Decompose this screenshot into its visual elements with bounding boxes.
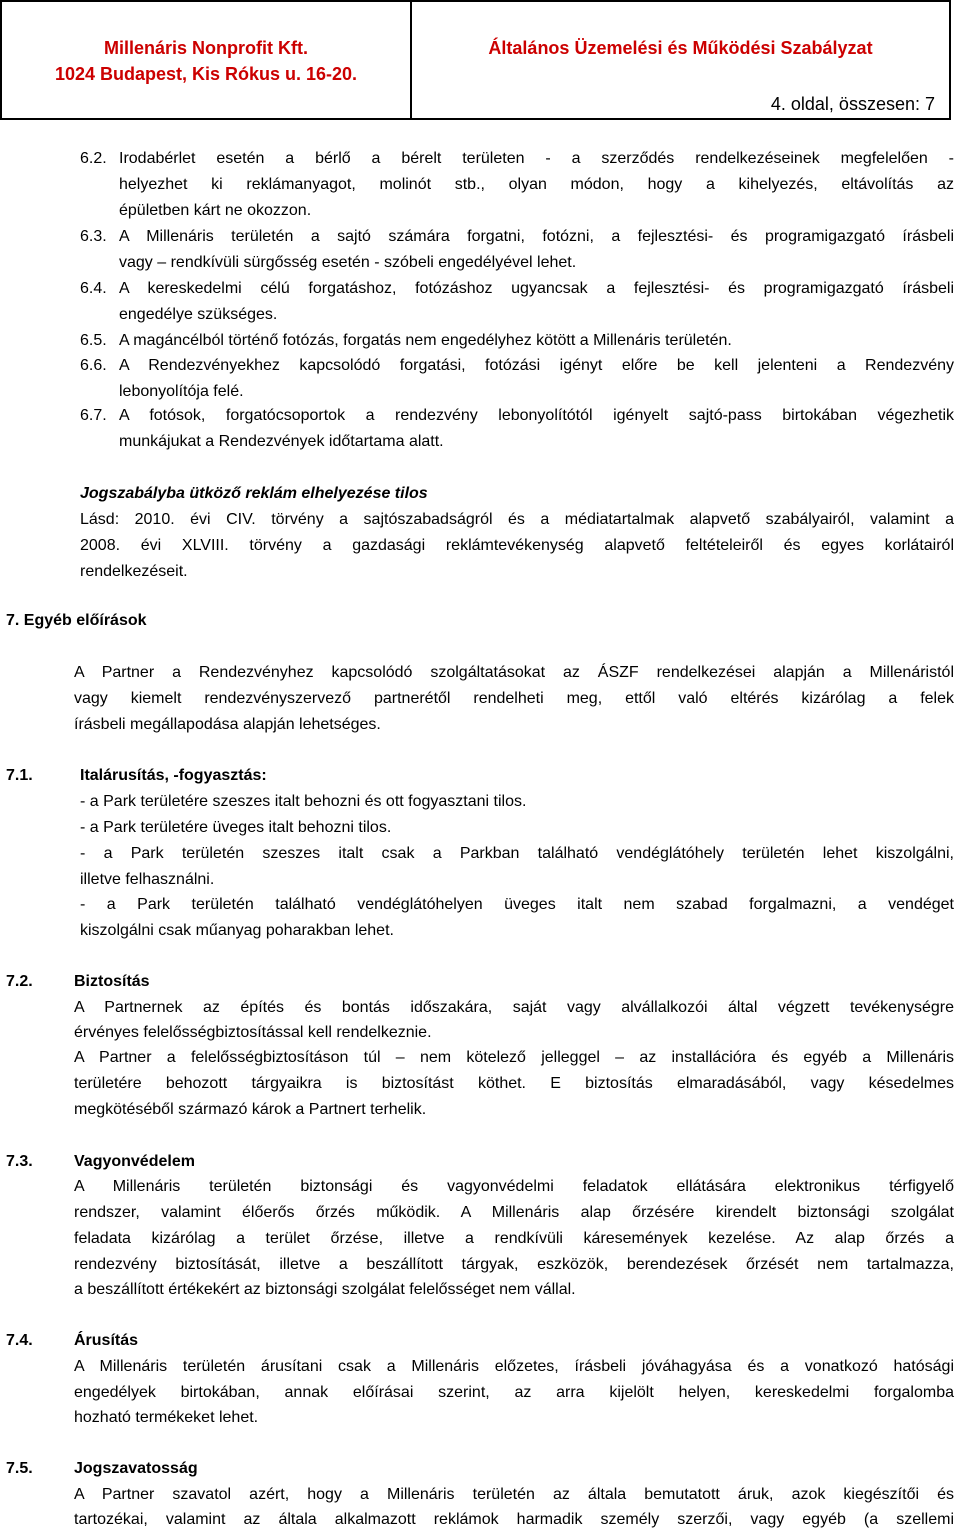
section-number: 6.7. — [80, 407, 107, 424]
section-heading: Árusítás — [74, 1332, 139, 1349]
paragraph-line: A fotósok, forgatócsoportok a rendezvény lebonyolítótól igényelt sajtó-pass birtokában végezhetik — [119, 407, 954, 424]
paragraph-line: írásbeli megállapodása alapján lehetséges. — [74, 716, 381, 733]
list-item-continued: illetve felhasználni. — [80, 871, 215, 888]
section-number: 7.3. — [6, 1153, 33, 1170]
section-number: 7.2. — [6, 973, 33, 990]
document-title: Általános Üzemelési és Működési Szabályzat — [488, 38, 873, 58]
section-number: 6.3. — [80, 228, 107, 245]
paragraph-line: A Partner szavatol azért, hogy a Millenáris területén az általa bemutatott áruk, azok kiegészítői és — [74, 1486, 954, 1503]
header-divider — [410, 2, 412, 118]
section-heading: 7. Egyéb előírások — [6, 612, 147, 629]
paragraph-line: tartozékai, valamint az általa alkalmazott reklámok harmadik személy szerzői, vagy egyéb (a szellemi — [74, 1511, 954, 1528]
document-header — [0, 0, 951, 120]
paragraph-line: rendszer, valamint élőerős őrzés működik. A Millenáris alap őrzésére kirendelt biztonsági szolgálat — [74, 1204, 954, 1221]
paragraph-line: lebonyolítója felé. — [119, 383, 244, 400]
paragraph-line: engedélye szükséges. — [119, 306, 278, 323]
paragraph-line: feladata kizárólag a terület őrzése, illetve a rendkívüli káresemények kezelése. Az alap őrzés a — [74, 1230, 954, 1247]
section-heading: Jogszavatosság — [74, 1460, 198, 1477]
section-heading: Biztosítás — [74, 973, 150, 990]
paragraph-line: épületben kárt ne okozzon. — [119, 202, 312, 219]
paragraph-line: A Rendezvényekhez kapcsolódó forgatási, fotózási igényt előre be kell jelenteni a Rendezvény — [119, 357, 954, 374]
paragraph-line: A Partnernek az építés és bontás időszakára, saját vagy alvállalkozói által végzett tevékenységre — [74, 999, 954, 1016]
paragraph-line: rendelkezéseit. — [80, 563, 188, 580]
section-heading: Vagyonvédelem — [74, 1153, 195, 1170]
section-number: 7.1. — [6, 767, 33, 784]
paragraph-line: A Partner a Rendezvényhez kapcsolódó szolgáltatásokat az ÁSZF rendelkezései alapján a Millenáristól — [74, 664, 954, 681]
paragraph-line: A kereskedelmi célú forgatáshoz, fotózáshoz ugyancsak a fejlesztési- és programigazgató írásbeli — [119, 280, 954, 297]
section-heading: Italárusítás, -fogyasztás: — [80, 767, 267, 784]
list-item: - a Park területére szeszes italt behozni és ott fogyasztani tilos. — [80, 793, 527, 810]
section-number: 7.4. — [6, 1332, 33, 1349]
law-heading: Jogszabályba ütköző reklám elhelyezése tilos — [80, 485, 428, 502]
section-number: 6.5. — [80, 332, 107, 349]
paragraph-line: Lásd: 2010. évi CIV. törvény a sajtószabadságról és a médiatartalmak alapvető szabályairól, valamint a — [80, 511, 954, 528]
list-item-continued: kiszolgálni csak műanyag poharakban lehet. — [80, 922, 394, 939]
paragraph-line: érvényes felelősségbiztosítással kell rendelkeznie. — [74, 1024, 432, 1041]
paragraph-line: munkájukat a Rendezvények időtartama alatt. — [119, 433, 444, 450]
paragraph-line: A Millenáris területén biztonsági és vagyonvédelmi feladatok ellátására elektronikus térfigyelő — [74, 1178, 954, 1195]
paragraph-line: Irodabérlet esetén a bérlő a bérelt területen - a szerződés rendelkezéseinek megfelelően - — [119, 150, 954, 167]
section-number: 6.2. — [80, 150, 107, 167]
section-number: 7.5. — [6, 1460, 33, 1477]
company-name: Millenáris Nonprofit Kft. — [104, 38, 308, 58]
paragraph-line: vagy – rendkívüli sürgősség esetén - szóbeli engedélyével lehet. — [119, 254, 577, 271]
paragraph-line: megkötéséből származó károk a Partnert terhelik. — [74, 1101, 427, 1118]
paragraph-line: hozható termékeket lehet. — [74, 1409, 259, 1426]
paragraph-line: 2008. évi XLVIII. törvény a gazdasági reklámtevékenység alapvető feltételeiről és egyes korlátairól — [80, 537, 954, 554]
section-number: 6.4. — [80, 280, 107, 297]
paragraph-line: engedélyek birtokában, annak előírásai szerint, az arra kijelölt helyen, kereskedelmi forgalomba — [74, 1384, 954, 1401]
paragraph-line: A magáncélból történő fotózás, forgatás nem engedélyhez kötött a Millenáris területén. — [119, 332, 732, 349]
paragraph-line: a beszállított értékekért az biztonsági szolgálat felelősséget nem vállal. — [74, 1281, 576, 1298]
paragraph-line: A Partner a felelősségbiztosításon túl – nem kötelező jelleggel – az installációra és egyéb a Millenáris — [74, 1049, 954, 1066]
paragraph-line: vagy kiemelt rendezvényszervező partnerétől rendelheti meg, ettől való eltérés kizárólag a felek — [74, 690, 954, 707]
paragraph-line: A Millenáris területén a sajtó számára forgatni, fotózni, a fejlesztési- és programigazgató írásbeli — [119, 228, 954, 245]
paragraph-line: rendezvény biztosítását, illetve a beszállított tárgyak, eszközök, berendezések őrzését nem tartalmazza, — [74, 1256, 954, 1273]
list-item: - a Park területén szeszes italt csak a Parkban található vendéglátóhely területén lehet kiszolgálni, — [80, 845, 954, 862]
paragraph-line: A Millenáris területén árusítani csak a Millenáris előzetes, írásbeli jóváhagyása és a vonatkozó hatósági — [74, 1358, 954, 1375]
list-item: - a Park területére üveges italt behozni tilos. — [80, 819, 392, 836]
section-number: 6.6. — [80, 357, 107, 374]
list-item: - a Park területén található vendéglátóhelyen üveges italt nem szabad forgalmazni, a vendéget — [80, 896, 954, 913]
paragraph-line: helyezhet ki reklámanyagot, molinót stb., olyan módon, hogy a kihelyezés, eltávolítás az — [119, 176, 954, 193]
page-number: 4. oldal, összesen: 7 — [770, 94, 935, 114]
company-address: 1024 Budapest, Kis Rókus u. 16-20. — [54, 64, 358, 84]
paragraph-line: területére behozott tárgyaikra is biztosítást köthet. E biztosítás elmaradásából, vagy késedelmes — [74, 1075, 954, 1092]
